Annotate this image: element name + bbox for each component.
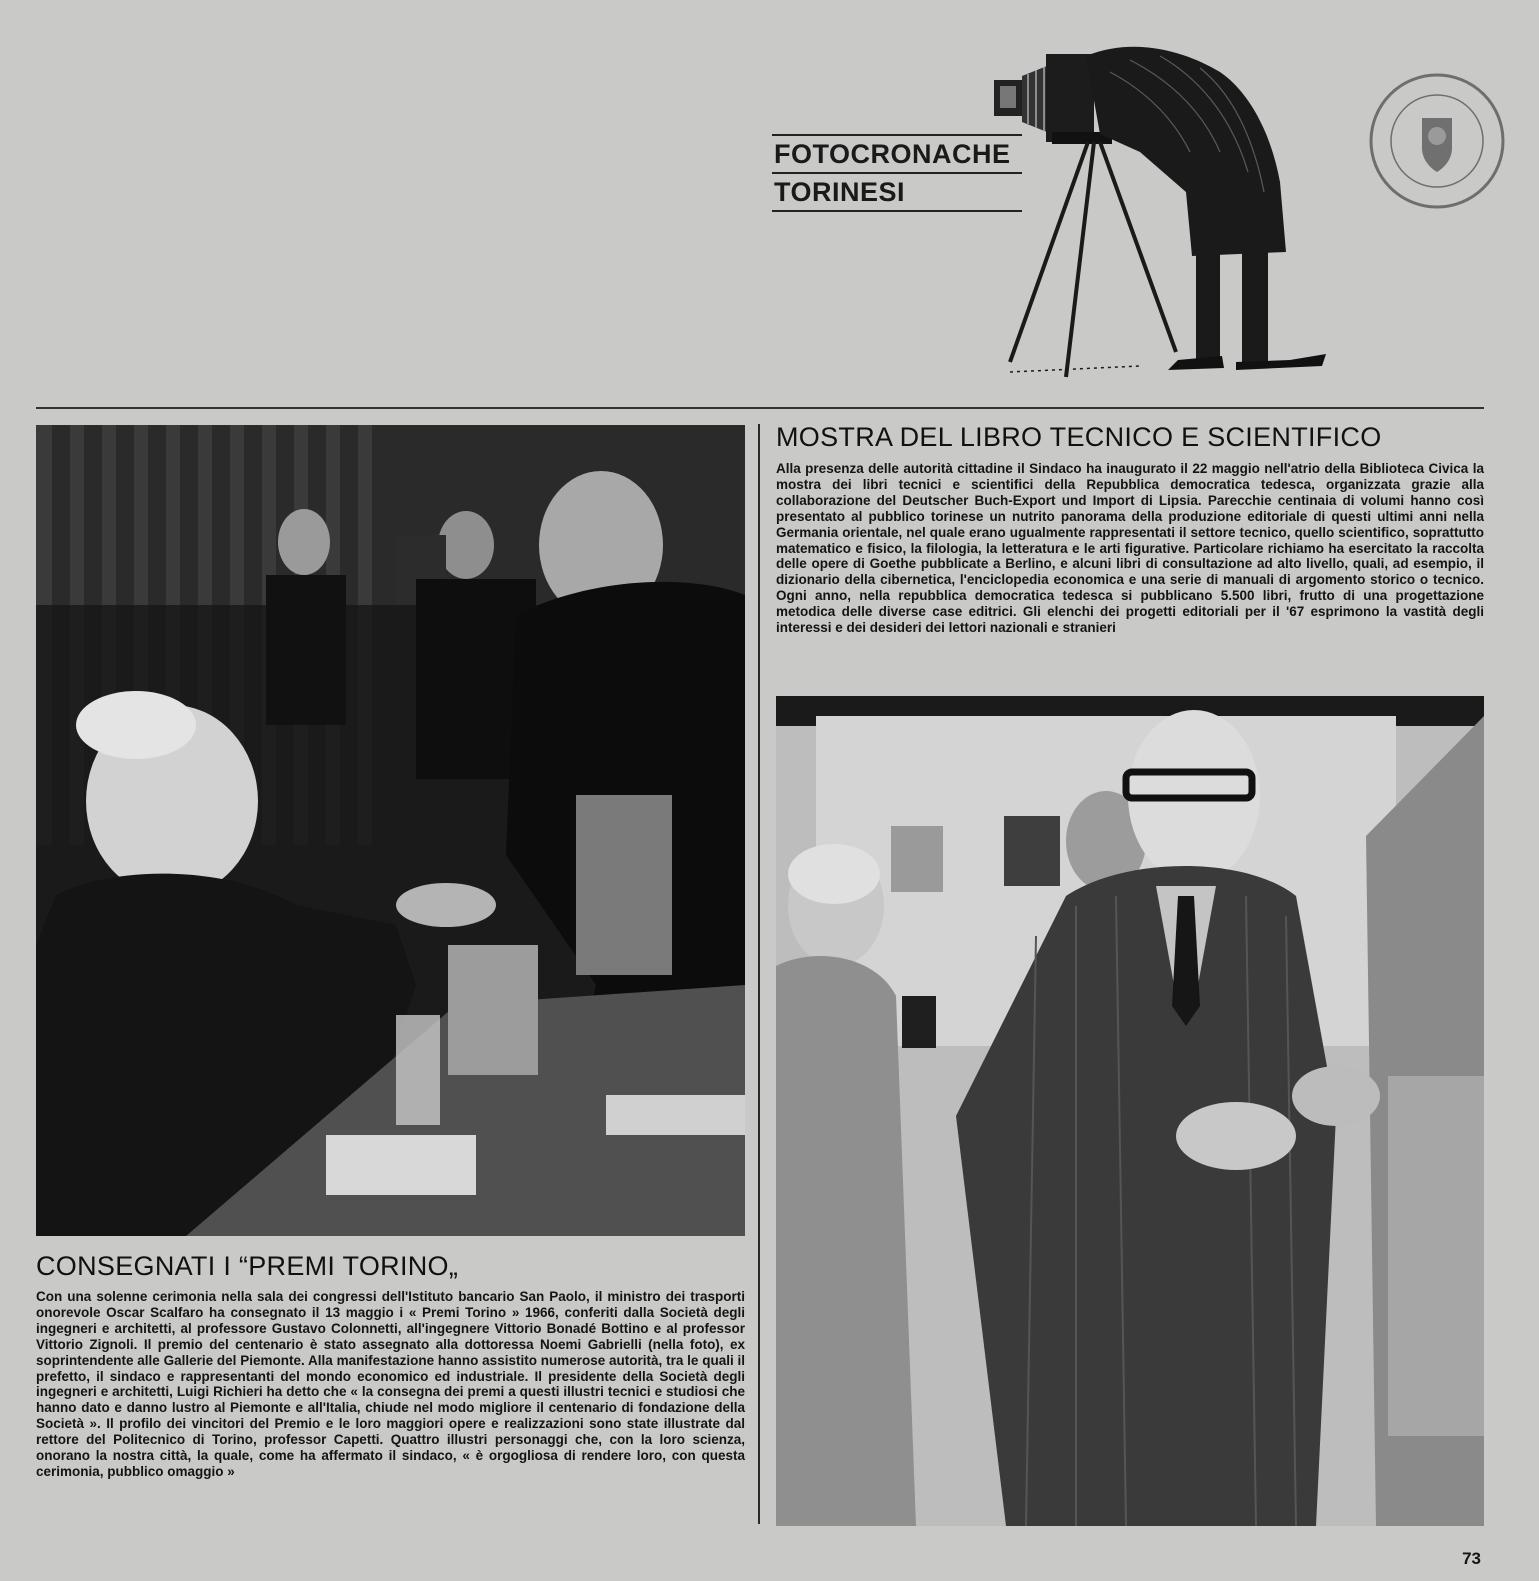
photographer-camera-illustration (990, 42, 1340, 387)
photo-book-exhibition (776, 696, 1484, 1526)
section-masthead (772, 134, 1022, 212)
masthead-rule-bottom (772, 210, 1022, 212)
masthead-title-line1: FOTOCRONACHE (774, 139, 1011, 169)
headline-premi-torino: CONSEGNATI I “PREMI TORINO„ (36, 1251, 459, 1281)
page-number: 73 (1462, 1549, 1481, 1568)
photo-award-ceremony (36, 425, 745, 1236)
library-stamp (1366, 70, 1508, 212)
article-text-book-exhibition: Alla presenza delle autorità cittadine il Sindaco ha inaugurato il 22 maggio nell'atrio della Biblioteca Civica la mostra dei libri tecnici e scientifici della Repubblica democratica tedesca, organizzata grazie alla collaborazione del Deutscher Buch-Export und Import di Lipsia. Parecchie centinaia di volumi hanno così presentato al pubblico torinese un nutrito panorama della produzione editoriale di questi ultimi anni nella Germania orientale, nel quale erano ugualmente rappresentati il settore tecnico, quello scientifico, soprattutto matematico e fisico, la filologia, la letteratura e le arti figurative. Particolare richiamo ha esercitato la raccolta delle opere di Goethe pubblicate a Berlino, e alcuni libri di consultazione ad alto livello, quali, ad esempio, il dizionario della cibernetica, l'enciclopedia economica e una serie di manuali di argomento storico o tecnico. Ogni anno, nella repubblica democratica tedesca si pubblicano 5.500 libri, frutto di una progettazione metodica delle diverse case editrici. Gli elenchi dei progetti editoriali per il '67 esprimono la vastità degli interessi e dei desideri dei lettori nazionali e stranieri (776, 461, 1484, 636)
headline-book-exhibition: MOSTRA DEL LIBRO TECNICO E SCIENTIFICO (776, 422, 1382, 452)
horizontal-rule (36, 407, 1484, 409)
article-text-premi-torino: Con una solenne cerimonia nella sala dei congressi dell'Istituto bancario San Paolo, il ministro dei trasporti onorevole Oscar Scalfaro ha consegnato il 13 maggio i « Premi Torino » 1966, conferiti dalla Società degli ingegneri e architetti, al professore Gustavo Colonnetti, all'ingegnere Vittorio Bonadé Bottino e al professor Vittorio Zignoli. Il premio del centenario è stato assegnato alla dottoressa Noemi Gabrielli (nella foto), ex soprintendente alle Gallerie del Piemonte. Alla manifestazione hanno assistito numerose autorità, tra le quali il prefetto, il sindaco e rappresentanti del mondo economico ed industriale. Il presidente della Società degli ingegneri e architetti, Luigi Richieri ha detto che « la consegna dei premi a questi illustri tecnici e studiosi che hanno dato e danno lustro al Piemonte e all'Italia, chiude nel modo migliore il centenario di fondazione della Società ». Il profilo dei vincitori del Premio e le loro maggiori opere e realizzazioni sono state illustrate dal rettore del Politecnico di Torino, professor Capetti. Quattro illustri personaggi che, con la loro scienza, onorano la nostra città, la quale, come ha affermato il sindaco, « è orgogliosa di rendere loro, con questa cerimonia, pubblico omaggio » (36, 1289, 745, 1479)
column-divider (758, 424, 760, 1524)
masthead-title-line2: TORINESI (774, 177, 906, 207)
